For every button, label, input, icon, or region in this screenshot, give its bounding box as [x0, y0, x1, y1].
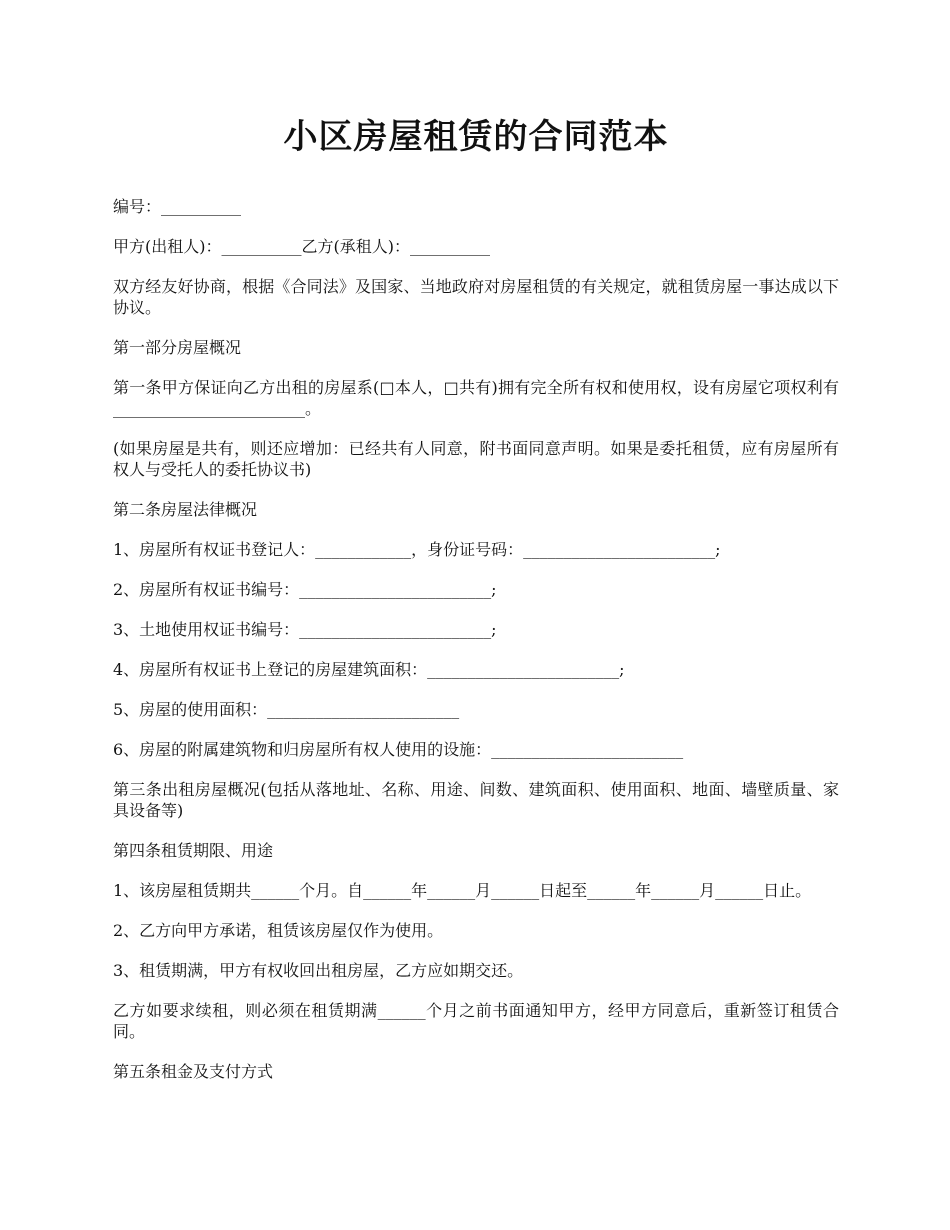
- article-one-paragraph: 第一条甲方保证向乙方出租的房屋系(□本人，□共有)拥有完全所有权和使用权，设有房屋它项权利有________________________。: [113, 378, 839, 418]
- renewal-paragraph: 乙方如要求续租，则必须在租赁期满______个月之前书面通知甲方，经甲方同意后，重新签订租赁合同。: [113, 1001, 839, 1041]
- list-item-land-certificate: 3、土地使用权证书编号：________________________;: [113, 620, 497, 639]
- co-ownership-note: (如果房屋是共有，则还应增加：已经共有人同意，附书面同意声明。如果是委托租赁，应有房屋所有权人与受托人的委托协议书): [113, 439, 839, 479]
- list-item-lease-term: 1、该房屋租赁期共______个月。自______年______月______日起至______年______月______日止。: [113, 881, 812, 900]
- article-four-heading: 第四条租赁期限、用途: [113, 841, 274, 860]
- document-page: [113, 108, 839, 1101]
- list-item-ancillary-facilities: 6、房屋的附属建筑物和归房屋所有权人使用的设施：________________________: [113, 740, 684, 759]
- article-three-paragraph: 第三条出租房屋概况(包括从落地址、名称、用途、间数、建筑面积、使用面积、地面、墙壁质量、家具设备等): [113, 780, 839, 820]
- article-five-heading: 第五条租金及支付方式: [113, 1062, 274, 1081]
- list-item-usable-area: 5、房屋的使用面积：________________________: [113, 700, 460, 719]
- article-two-heading: 第二条房屋法律概况: [113, 500, 258, 519]
- preamble-paragraph: 双方经友好协商，根据《合同法》及国家、当地政府对房屋租赁的有关规定，就租赁房屋一事达成以下协议。: [113, 277, 839, 317]
- contract-number-line: 编号：__________: [113, 197, 242, 216]
- list-item-certificate-number: 2、房屋所有权证书编号：________________________;: [113, 580, 497, 599]
- list-item-building-area: 4、房屋所有权证书上登记的房屋建筑面积：________________________;: [113, 660, 625, 679]
- list-item-lease-expiry: 3、租赁期满，甲方有权收回出租房屋，乙方应如期交还。: [113, 961, 524, 980]
- document-title: 小区房屋租赁的合同范本: [283, 117, 669, 157]
- list-item-owner-registration: 1、房屋所有权证书登记人：____________，身份证号码：________________________;: [113, 540, 721, 559]
- parties-line: 甲方(出租人)：__________乙方(承租人)：__________: [113, 237, 490, 256]
- section-heading-part-one: 第一部分房屋概况: [113, 338, 242, 357]
- list-item-usage-promise: 2、乙方向甲方承诺，租赁该房屋仅作为使用。: [113, 921, 444, 940]
